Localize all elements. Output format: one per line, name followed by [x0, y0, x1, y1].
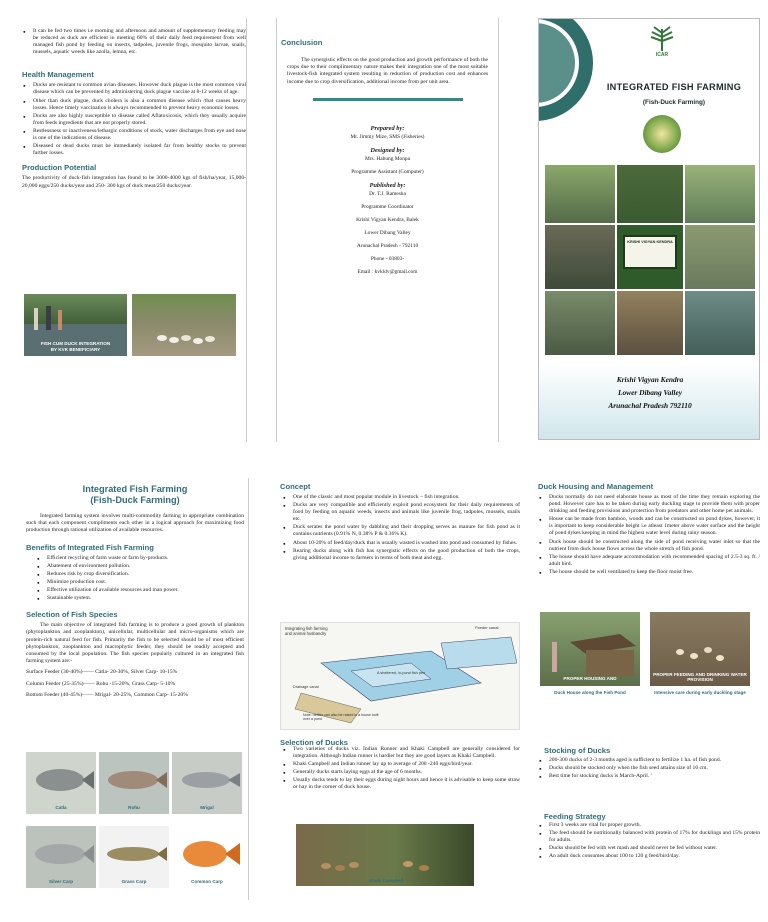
conclusion-text: The synergistic effects on the good production and growth performance of both the crops due to their complimentary nature makes their integration one of the most suitable livestock-fish integrated system resulting in reduction of production cost and enhances income due to crop diversification, additional income from per unit area. [287, 57, 488, 85]
ducks-on-ground-photo [132, 294, 236, 356]
published-name: Dr. T.J. Ramesha [369, 190, 406, 197]
fish-photo-mrigal [172, 752, 242, 814]
photo-overlay-text: PROPER HOUSING AND [563, 676, 617, 681]
housing-list [538, 494, 760, 576]
list-item: ● An adult duck consumes about 100 to 120 g feed/bird/day. [538, 853, 760, 860]
list-item: ● Rearing ducks along with fish has synergistic effects on the good production of both the crops, giving additional income to farmers in terms of both meat and egg. [282, 548, 520, 562]
icar-logo-text: ICAR [655, 52, 669, 58]
panel-introduction [22, 478, 249, 900]
panel-housing [538, 478, 760, 900]
feeder-line: Surface Feeder (30-40%)—— Catla- 20-30%, Silver Carp- 10-15% [26, 669, 178, 676]
housing-heading: Duck Housing and Management [538, 482, 654, 491]
list-item: ● Sustainable system. [36, 595, 248, 602]
diagram-title-line: and animal husbandry [285, 631, 327, 636]
diagram-label-feeder: Feeder canal [475, 625, 499, 630]
list-item: ● Khaki Campbell and Indian runner lay up to average of 200 -240 eggs/bird/year. [282, 761, 520, 768]
list-item: ● It can be fed two times i.e morning and afternoon and amount of supplementary feeding may be reduced as duck are efficient in meeting 60% of their daily feed requirement from well managed fish pond by feeding on insects, tadpoles, juvenile frogs, mosquito larvae, snails, mussels, aquatic weeds like azolla, lemna, etc. [22, 28, 246, 56]
list-item: ● The house should be well ventilated to keep the floor moist free. [538, 569, 760, 576]
photo-caption: Khaki Campbell [368, 878, 404, 883]
benefits-heading: Benefits of Integrated Fish Farming [26, 542, 154, 552]
list-item: ● Ducks are also highly susceptible to disease called Aflatoxicosis, which they usually acquire from feeds ingredients that are not properly stored. [22, 113, 246, 127]
list-item: ● The house should have adequate accommodation with recommended spacing of 2.5-3 sq. ft. / adult bird. [538, 554, 760, 568]
published-org: Krishi Vigyan Kendra, Balek [356, 216, 419, 223]
list-item: ● Efficient recycling of farm waste or farm by-products. [36, 555, 248, 562]
photo-caption: Duck House along the Fish Pond [554, 690, 626, 695]
cover-subtitle: (Fish-Duck Farming) [642, 99, 706, 106]
published-by-heading: Published by: [369, 181, 406, 189]
icar-logo [644, 23, 680, 53]
panel-health-production [22, 18, 247, 442]
diagram-label-drain: Drainage canal [293, 685, 319, 689]
designed-by-heading: Designed by: [370, 146, 405, 154]
stocking-list [538, 757, 760, 781]
house-illustration [540, 612, 640, 686]
published-role: Programme Coordinator [361, 203, 414, 210]
feeder-line: Bottom Feeder (40-45%)—— Mrigal- 20-25%, Common Carp- 15-20% [26, 691, 188, 698]
list-item: ● Best time for stocking ducks is March-April. ' [538, 773, 760, 780]
cover-title: INTEGRATED FISH FARMING [606, 82, 742, 92]
divider [313, 98, 463, 101]
list-item: ● Ducks are very compatible and efficiently exploit pond ecosystem for their daily requirements of food by feeding on aquatic weeds, insects and animals like juvenile frog, tadpoles, mussels, snails etc. [282, 502, 520, 523]
list-item: ● 200-300 ducks of 2-3 months aged is sufficient to fertilize 1 ha. of fish pond. [538, 757, 760, 764]
list-item: ● Abatement of environment pollution. [36, 563, 248, 570]
fish-label: Grass Carp [121, 879, 147, 884]
published-district: Lower Dibang Valley [364, 229, 411, 236]
panel-concept [276, 478, 526, 900]
published-state: Arunachal Pradesh - 792110 [356, 242, 419, 249]
footer-line: Krishi Vigyan Kendra [616, 375, 684, 384]
list-item: ● Ducks normally do not need elaborate house as most of the time they remain exploring the pond. However care has to be taken during early duckling stage to provide them with proper drinking and feeding provisions and protection from predators and other home pet animals. [538, 494, 760, 515]
fish-label: Silver Carp [48, 879, 74, 884]
kvk-signboard-photo [617, 225, 683, 289]
list-item: ● Restlessness or inactiveness/lethargic conditions of stock, water discharges from eye and nose is one of the indications of disease. [22, 128, 246, 142]
cover-photo [617, 291, 683, 355]
list-item: ● Generally ducks starts laying eggs at the age of 6 months. [282, 769, 520, 776]
feeding-list [538, 822, 760, 861]
duck-house-photo [540, 612, 640, 686]
fish-photo-grass-carp [99, 826, 169, 888]
fish-photo-rohu [99, 752, 169, 814]
main-title: Integrated Fish Farming [82, 484, 188, 494]
prepared-by-heading: Prepared by: [370, 124, 405, 132]
diagram-title-line: Integrating fish farming [285, 626, 328, 631]
list-item: ● One of the classic and most popular module in livestock – fish integration. [282, 494, 520, 501]
species-text: The main objective of integrated fish farming is to produce a good growth of plankton (phytoplankton and zooplankton), unicellular, multicellular and micro-organisms which are protein-rich natural feed for fish. Primarily the fish to be selected should be of most efficient phytoplankton, zooplankton and macrophytic feeder, they should be readily accepted and consumed by the local population. The fish species popularly cultured in an integrated fish farming system are:- [26, 622, 244, 665]
integration-diagram [280, 622, 520, 730]
prepared-by-name: Mr. Jimmy Mize, SMS (Fisheries) [350, 133, 425, 140]
production-heading: Production Potential [22, 163, 97, 173]
fish-photo-grid [26, 752, 244, 894]
fish-photo-common-carp [172, 826, 242, 888]
list-item: ● First 3 weeks are vital for proper growth. [538, 822, 760, 829]
list-item: ● Ducks should be fed with wet mash and should never be fed without water. [538, 845, 760, 852]
photo-caption: FISH CUM DUCK INTEGRATION [40, 341, 111, 346]
list-item: ● House can be made from bamboo, woods and can be constructed on pond dykes, however, it is important to keep considerable height i.e atleast 1meter above water surface and the height of pond dykes keeping in mind the highest water level during rainy season. [538, 516, 760, 537]
khaki-campbell-photo [296, 824, 474, 886]
list-item: ● Ducks should be stocked only when the fish seed attains size of 10 cm. [538, 765, 760, 772]
health-heading: Health Management [22, 70, 94, 80]
list-item: ● The feed should be nutritionally balanced with protein of 17% for ducklings and 15% protein for adults. [538, 830, 760, 844]
fish-photo-silver-carp [26, 826, 96, 888]
signboard-text: KRISHI VIGYAN KENDRA [627, 240, 673, 244]
fish-duck-pond-photo [24, 294, 127, 356]
diagram-title [285, 626, 328, 636]
footer-line: Lower Dibang Valley [617, 388, 683, 397]
list-item: ● Other than duck plague, duck cholera is also a common disease which /that causes heavy losses. Hence timely vaccination is always recommended to prevent heavy economic losses. [22, 98, 246, 112]
list-item: ● Effective utilization of available resources and man power. [36, 587, 248, 594]
fish-label: Catla [55, 805, 67, 810]
photo-caption: Intensive care during early duckling stage [654, 690, 746, 695]
species-heading: Selection of Fish Species [26, 610, 118, 620]
selection-heading: Selection of Ducks [280, 738, 348, 747]
email: Email : kvkldv@gmail.com [357, 268, 418, 275]
list-item: ● Reduces risk by crop diversification. [36, 571, 248, 578]
footer-line: Arunachal Pradesh 792110 [608, 401, 692, 410]
panel-cover [538, 18, 760, 440]
list-item: ● About 10-20% of feed/day/duck that is usually wasted is washed into pond and consumed by fishes. [282, 540, 520, 547]
photo-overlay-text: PROPER FEEDING AND DRINKING WATER PROVISION [653, 672, 747, 682]
phone: Phone - 03803- [370, 255, 405, 262]
list-item: ● Two varieties of ducks viz. Indian Runner and Khaki Campbell are generally considered for integration. Although Indian runner is hardier but they are good layers as Khaki Campbell. [282, 746, 520, 760]
intro-text: Integrated farming system involves multi-commodity farming in appropriate combination such that each component compliments each other in a logical approach for maximizing food production through rational utilization of available resources. [26, 513, 244, 534]
list-item: ● Minimize production cost. [36, 579, 248, 586]
cover-photo [545, 291, 615, 355]
ducks-illustration [296, 824, 474, 886]
cover-photo [685, 165, 755, 223]
panel-conclusion-credits [276, 18, 499, 442]
health-list [22, 82, 246, 157]
wheat-icon [644, 23, 680, 53]
benefits-list [22, 555, 248, 603]
concept-heading: Concept [280, 482, 311, 491]
selection-list [282, 746, 520, 793]
concept-list [276, 494, 526, 562]
list-item: ● Duck serates the pond water by dabbling and their dropping serves as manure for fish pond as it contains nutrients (0.91% N, 0.38% P & 0.36% K). [282, 524, 520, 538]
feeding-note-list [22, 28, 246, 56]
list-item: ● Diseased or dead ducks must be immediately isolated far from healthy stocks to prevent farther losses. [22, 143, 246, 157]
list-item: ● Ducks are resistant to common avian diseases. However duck plague is the most common viral disease which can be prevented by administering duck plague vaccine at 8-12 weeks of age. [22, 82, 246, 96]
fish-label: Rohu [128, 805, 140, 810]
ducks-illustration [132, 294, 236, 356]
cover-photo [617, 165, 683, 223]
kvk-emblem [643, 115, 681, 153]
production-text: The productivity of duck-fish integration has found to be 3000-4000 kgs of fish/ha/year, 15,000-20,000 eggs/250 ducks/year and 250- 300 kgs of duck meat/250 ducks/year. [22, 175, 246, 189]
photo-caption: BY KVK BENEFICIARY [50, 347, 101, 352]
designed-by-name: Mrs. Habung Monpa [364, 155, 411, 162]
main-subtitle: (Fish-Duck Farming) [90, 494, 180, 505]
cover-photo [545, 225, 615, 289]
cover-photo [685, 291, 755, 355]
stocking-heading: Stocking of Ducks [544, 746, 611, 755]
diagram-label-pond: A sheltered, in-pond fish pen [377, 671, 426, 675]
fish-photo-catla [26, 752, 96, 814]
conclusion-heading: Conclusion [281, 38, 323, 47]
feeder-line: Column Feeder (25-35%)—— Rohu -15-20%, Grass Carp- 5-10% [26, 680, 176, 687]
cover-footer [539, 363, 760, 440]
cover-photo [685, 225, 755, 289]
feeding-heading: Feeding Strategy [544, 812, 606, 821]
duckling-care-photo [650, 612, 750, 686]
fish-label: Common Carp [191, 879, 223, 884]
cover-photo [545, 165, 615, 223]
list-item: ● Usually ducks tends to lay their eggs during night hours and hence it is advisable to keep some straw or hay in the corner of duck house. [282, 777, 520, 791]
fish-label: Mrigal [200, 805, 214, 810]
designed-by-role: Programme Assistant (Computer) [351, 168, 424, 175]
list-item: ● Duck house should be constructed along the side of pond receiving water inlet so that the nutrient from duck house flows across the whole stretch of fish pond. [538, 539, 760, 553]
signboard [623, 235, 677, 269]
diagram-note: Note: nettles can also be raised in a house built over a pond [303, 713, 379, 721]
